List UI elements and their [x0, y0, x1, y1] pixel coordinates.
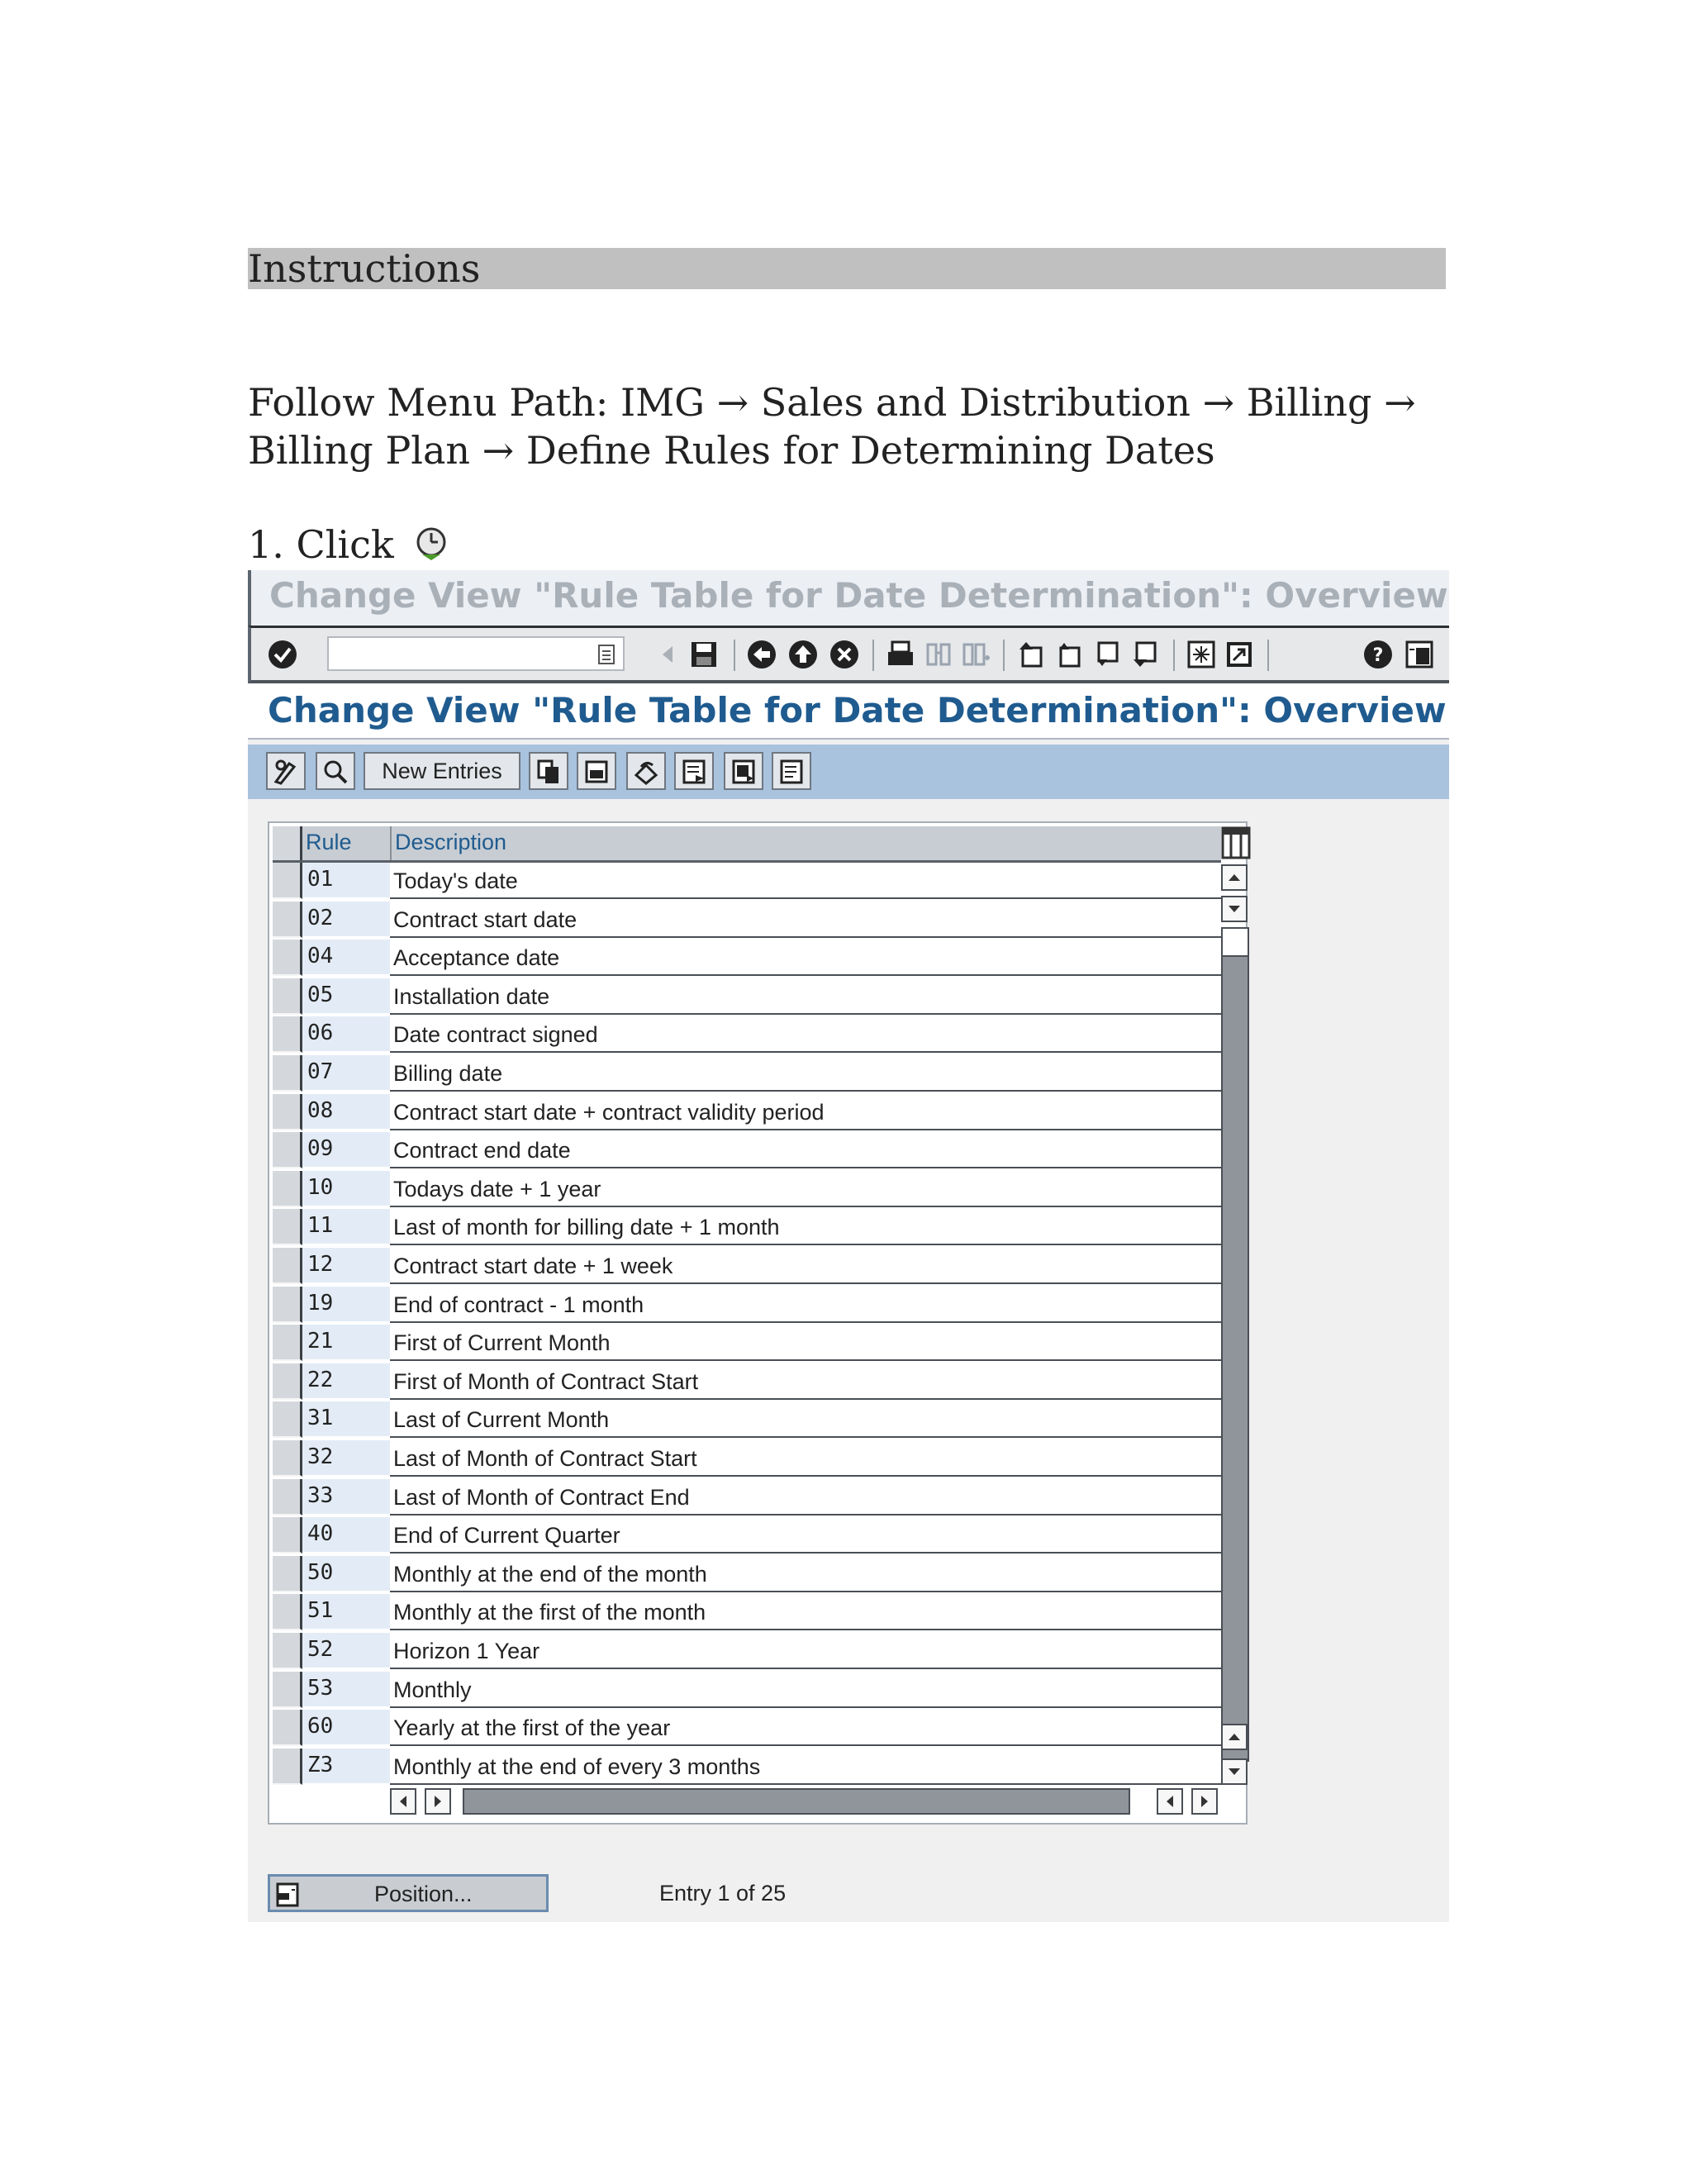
description-cell[interactable]: Last of Current Month — [390, 1401, 1221, 1438]
scroll-left-end-button[interactable] — [1157, 1788, 1183, 1815]
row-selector[interactable] — [273, 1710, 302, 1746]
undo-change-icon — [633, 759, 659, 785]
rule-cell[interactable]: 21 — [302, 1325, 390, 1361]
rule-cell[interactable]: 52 — [302, 1633, 390, 1669]
menu-path-line-1: Follow Menu Path: IMG → Sales and Distribution → Billing → — [248, 380, 1416, 425]
delete-icon — [583, 759, 610, 785]
window-title: Change View "Rule Table for Date Determination": Overview — [269, 575, 1448, 616]
position-icon — [275, 1882, 302, 1908]
rule-cell[interactable]: 33 — [302, 1479, 390, 1515]
application-toolbar — [248, 745, 1449, 799]
page-up-button[interactable] — [1221, 1724, 1248, 1750]
select-block-icon — [730, 759, 757, 785]
description-cell[interactable]: Contract start date + contract validity period — [390, 1094, 1221, 1130]
shortcut-icon[interactable] — [1224, 640, 1254, 669]
row-selector[interactable] — [273, 1248, 302, 1284]
rule-table-control — [268, 821, 1248, 1825]
select-block-button[interactable] — [724, 752, 763, 790]
rule-cell[interactable]: 60 — [302, 1710, 390, 1746]
row-selector[interactable] — [273, 1171, 302, 1207]
row-selector[interactable] — [273, 863, 302, 899]
description-cell[interactable]: First of Month of Contract Start — [390, 1363, 1221, 1400]
table-row[interactable] — [273, 1440, 1221, 1479]
table-row[interactable] — [273, 1325, 1221, 1363]
description-cell[interactable]: Todays date + 1 year — [390, 1171, 1221, 1207]
table-row[interactable] — [273, 1171, 1221, 1210]
select-all-icon — [681, 759, 707, 785]
rule-cell[interactable]: Z3 — [302, 1749, 390, 1785]
table-row[interactable] — [273, 1556, 1221, 1595]
display-change-icon — [273, 759, 299, 785]
vertical-scrollbar[interactable] — [1221, 864, 1249, 1790]
description-cell[interactable]: End of contract - 1 month — [390, 1287, 1221, 1323]
description-cell[interactable]: Acceptance date — [390, 940, 1221, 976]
standard-toolbar — [248, 626, 1449, 683]
arrow-up-icon — [1223, 866, 1246, 889]
row-selector[interactable] — [273, 1132, 302, 1168]
table-settings-icon[interactable] — [1221, 826, 1251, 859]
row-selector[interactable] — [273, 940, 302, 976]
new-entries-button[interactable]: New Entries — [364, 752, 520, 790]
row-selector[interactable] — [273, 1633, 302, 1669]
table-row[interactable] — [273, 1479, 1221, 1518]
arrow-down-icon — [1223, 897, 1246, 921]
rule-cell[interactable]: 53 — [302, 1672, 390, 1708]
row-selector[interactable] — [273, 1016, 302, 1053]
arrow-right-icon — [1193, 1790, 1216, 1813]
table-row[interactable] — [273, 1672, 1221, 1711]
horizontal-scrollbar[interactable] — [390, 1788, 1223, 1816]
select-all-button[interactable] — [674, 752, 714, 790]
layout-menu-icon[interactable] — [1404, 640, 1434, 669]
rule-cell[interactable]: 50 — [302, 1556, 390, 1592]
description-cell[interactable]: Contract start date — [390, 902, 1221, 938]
instructions-heading — [248, 248, 1446, 289]
rule-cell[interactable]: 19 — [302, 1287, 390, 1323]
position-button[interactable] — [268, 1874, 549, 1912]
position-button-label: Position... — [374, 1882, 473, 1906]
instructions-heading-text: Instructions — [248, 246, 481, 291]
last-page-icon[interactable] — [1130, 640, 1160, 669]
description-cell[interactable]: Monthly at the first of the month — [390, 1594, 1221, 1630]
table-row[interactable] — [273, 1517, 1221, 1556]
table-row[interactable] — [273, 1363, 1221, 1402]
rule-cell[interactable]: 32 — [302, 1440, 390, 1477]
window-titlebar — [248, 570, 1449, 626]
row-selector[interactable] — [273, 1479, 302, 1515]
table-row[interactable] — [273, 1209, 1221, 1248]
rule-cell[interactable]: 07 — [302, 1055, 390, 1092]
svg-text:?: ? — [1372, 645, 1384, 666]
table-row[interactable] — [273, 902, 1221, 940]
row-selector[interactable] — [273, 1672, 302, 1708]
description-cell[interactable]: Monthly at the end of the month — [390, 1556, 1221, 1592]
table-row[interactable] — [273, 978, 1221, 1017]
row-selector[interactable] — [273, 1556, 302, 1592]
find-next-icon — [962, 640, 991, 669]
description-cell[interactable]: Last of month for billing date + 1 month — [390, 1209, 1221, 1245]
table-row[interactable] — [273, 1132, 1221, 1171]
scroll-thumb[interactable] — [1221, 927, 1249, 957]
find-icon — [924, 640, 953, 669]
row-selector[interactable] — [273, 1749, 302, 1785]
deselect-all-button[interactable] — [772, 752, 811, 790]
column-header-description[interactable]: Description — [395, 830, 507, 854]
command-history-icon[interactable] — [598, 643, 615, 664]
table-row[interactable] — [273, 1248, 1221, 1287]
arrow-left-icon — [1158, 1790, 1181, 1813]
page-down-button[interactable] — [1221, 1758, 1248, 1785]
copy-as-icon — [535, 759, 562, 785]
rule-cell[interactable]: 12 — [302, 1248, 390, 1284]
table-row[interactable] — [273, 1016, 1221, 1055]
arrow-left-icon — [392, 1790, 415, 1813]
cancel-icon[interactable] — [829, 640, 859, 669]
table-header — [273, 826, 1221, 863]
rule-cell[interactable]: 10 — [302, 1171, 390, 1207]
scroll-track[interactable] — [1221, 927, 1249, 1762]
row-selector[interactable] — [273, 1594, 302, 1630]
arrow-right-icon — [426, 1790, 449, 1813]
scroll-down-button[interactable] — [1221, 896, 1248, 922]
horizontal-scroll-track[interactable] — [463, 1788, 1130, 1815]
row-selector[interactable] — [273, 902, 302, 938]
sap-window — [248, 570, 1449, 1922]
row-selector[interactable] — [273, 1401, 302, 1438]
rule-cell[interactable]: 09 — [302, 1132, 390, 1168]
description-cell[interactable]: Yearly at the first of the year — [390, 1710, 1221, 1746]
description-cell[interactable]: Date contract signed — [390, 1016, 1221, 1053]
scroll-right-end-button[interactable] — [1191, 1788, 1218, 1815]
table-row[interactable] — [273, 1094, 1221, 1133]
details-button[interactable] — [316, 752, 355, 790]
table-row[interactable] — [273, 863, 1221, 902]
rule-cell[interactable]: 11 — [302, 1209, 390, 1245]
description-cell[interactable]: First of Current Month — [390, 1325, 1221, 1361]
collapse-command-icon[interactable] — [653, 640, 682, 669]
copy-as-button[interactable] — [529, 752, 568, 790]
previous-page-icon[interactable] — [1054, 640, 1084, 669]
rule-cell[interactable]: 51 — [302, 1594, 390, 1630]
scroll-right-button[interactable] — [425, 1788, 451, 1815]
menu-path — [248, 378, 1454, 474]
rule-cell[interactable]: 02 — [302, 902, 390, 938]
screen-title-bar — [248, 683, 1449, 740]
display-change-button[interactable] — [266, 752, 306, 790]
rule-cell[interactable]: 05 — [302, 978, 390, 1015]
save-icon[interactable] — [689, 640, 719, 669]
menu-path-line-2: Billing Plan → Define Rules for Determining Dates — [248, 428, 1215, 473]
description-cell[interactable]: End of Current Quarter — [390, 1517, 1221, 1554]
description-cell[interactable]: Billing date — [390, 1055, 1221, 1092]
row-selector[interactable] — [273, 1440, 302, 1477]
description-cell[interactable]: Installation date — [390, 978, 1221, 1015]
entry-counter: Entry 1 of 25 — [659, 1881, 787, 1906]
table-row[interactable] — [273, 1749, 1221, 1787]
create-session-icon[interactable] — [1186, 640, 1216, 669]
step-1 — [248, 522, 449, 570]
help-icon[interactable] — [1363, 640, 1393, 669]
description-cell[interactable]: Contract end date — [390, 1132, 1221, 1168]
table-row[interactable] — [273, 1594, 1221, 1633]
row-selector[interactable] — [273, 1325, 302, 1361]
rule-cell[interactable]: 08 — [302, 1094, 390, 1130]
exit-icon[interactable] — [788, 640, 818, 669]
rule-cell[interactable]: 06 — [302, 1016, 390, 1053]
rule-cell[interactable]: 31 — [302, 1401, 390, 1438]
rule-cell[interactable]: 22 — [302, 1363, 390, 1400]
arrow-down-icon — [1223, 1760, 1246, 1783]
deselect-all-icon — [778, 759, 805, 785]
column-header-rule[interactable]: Rule — [306, 830, 352, 854]
column-header-description-cell — [390, 826, 1221, 860]
step-1-text: 1. Click — [248, 522, 394, 567]
delete-button[interactable] — [577, 752, 616, 790]
row-selector[interactable] — [273, 1209, 302, 1245]
undo-change-button[interactable] — [626, 752, 666, 790]
enter-icon[interactable] — [268, 640, 297, 669]
description-cell[interactable]: Contract start date + 1 week — [390, 1248, 1221, 1284]
details-icon — [322, 759, 349, 785]
description-cell[interactable]: Horizon 1 Year — [390, 1633, 1221, 1669]
rule-cell[interactable]: 01 — [302, 863, 390, 899]
print-icon[interactable] — [886, 640, 915, 669]
first-page-icon[interactable] — [1016, 640, 1046, 669]
description-cell[interactable]: Today's date — [390, 863, 1221, 899]
select-all-rows-cell[interactable] — [273, 826, 302, 860]
table-row[interactable] — [273, 1055, 1221, 1094]
back-icon[interactable] — [747, 640, 777, 669]
table-row[interactable] — [273, 1401, 1221, 1440]
description-cell[interactable]: Monthly at the end of every 3 months — [390, 1749, 1221, 1785]
description-cell[interactable]: Last of Month of Contract Start — [390, 1440, 1221, 1477]
description-cell[interactable]: Last of Month of Contract End — [390, 1479, 1221, 1515]
rule-cell[interactable]: 04 — [302, 940, 390, 976]
description-cell[interactable]: Monthly — [390, 1672, 1221, 1708]
row-selector[interactable] — [273, 1287, 302, 1323]
row-selector[interactable] — [273, 1517, 302, 1554]
scroll-left-button[interactable] — [390, 1788, 416, 1815]
row-selector[interactable] — [273, 1094, 302, 1130]
screen-title: Change View "Rule Table for Date Determination": Overview — [268, 690, 1447, 730]
table-row[interactable] — [273, 1287, 1221, 1325]
table-row[interactable] — [273, 940, 1221, 978]
arrow-up-icon — [1223, 1725, 1246, 1749]
table-row[interactable] — [273, 1710, 1221, 1749]
row-selector[interactable] — [273, 1055, 302, 1092]
row-selector[interactable] — [273, 978, 302, 1015]
scroll-up-button[interactable] — [1221, 864, 1248, 891]
next-page-icon[interactable] — [1092, 640, 1122, 669]
row-selector[interactable] — [273, 1363, 302, 1400]
clock-icon — [414, 526, 449, 570]
table-row[interactable] — [273, 1633, 1221, 1672]
command-field[interactable] — [327, 636, 625, 671]
rule-cell[interactable]: 40 — [302, 1517, 390, 1554]
